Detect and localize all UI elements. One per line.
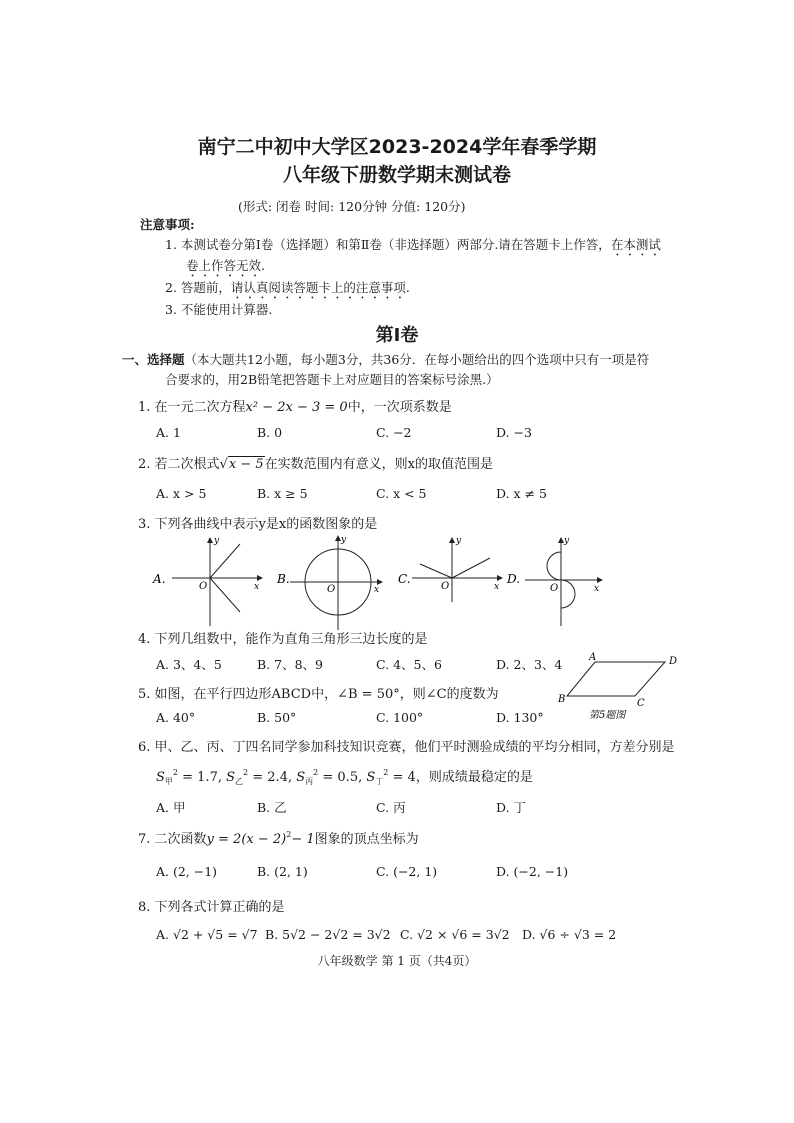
- q5-caption: 第5题图: [589, 710, 626, 721]
- q6-s1: 甲: [164, 777, 173, 786]
- question-2-stem: 2. 若二次根式√x − 5在实数范围内有意义，则x的取值范围是: [138, 457, 493, 472]
- section-desc-2: 合要求的，用2B铅笔把答题卡上对应题目的答案标号涂黑.）: [165, 372, 499, 387]
- q1-pre: 1. 在一元二次方程: [138, 400, 246, 415]
- question-3-stem: 3. 下列各曲线中表示y是x的函数图象的是: [138, 517, 378, 532]
- q6-v2: = 2.4,: [252, 770, 293, 785]
- q3-a-y: y: [214, 536, 220, 546]
- q6-tail: ，则成绩最稳定的是: [415, 770, 533, 785]
- q2-post: 在实数范围内有意义，则x的取值范围是: [264, 457, 493, 472]
- notes-item-2-a: 2. 答题前，: [165, 280, 231, 295]
- q5-option-a[interactable]: A. 40°: [156, 710, 196, 725]
- q3-d-x: x: [594, 584, 600, 594]
- q2-radicand: x − 5: [228, 457, 264, 472]
- q7-eq-b: − 1: [291, 832, 315, 847]
- q2-option-d[interactable]: D. x ≠ 5: [496, 486, 547, 501]
- q1-option-c[interactable]: C. −2: [376, 425, 412, 440]
- page-footer: 八年级数学 第 1 页（共4页）: [317, 954, 477, 968]
- question-6-stem: 6. 甲、乙、丙、丁四名同学参加科技知识竞赛，他们平时测验成绩的平均分相同，方差分别是: [138, 740, 675, 755]
- q6-option-b[interactable]: B. 乙: [257, 800, 287, 815]
- notes-item-1-b: 在本测试: [610, 237, 661, 252]
- q3-label-a: A.: [153, 572, 166, 586]
- q3-a-o: O: [199, 581, 208, 592]
- q5-option-b[interactable]: B. 50°: [257, 710, 297, 725]
- exam-title-line2: 八年级下册数学期末测试卷: [282, 164, 511, 186]
- q3-label-b: B.: [277, 572, 290, 586]
- section-desc-line1: [122, 350, 649, 368]
- q6-s2: 乙: [235, 777, 244, 786]
- question-5-stem: 5. 如图，在平行四边形ABCD中，∠B = 50°，则∠C的度数为: [138, 687, 499, 702]
- question-7-stem: 7. 二次函数$y = 2(x - 2)^2- 1$图象的顶点坐标为: [138, 830, 419, 847]
- q4-option-b[interactable]: B. 7、8、9: [257, 657, 323, 672]
- q5-option-d[interactable]: D. 130°: [496, 710, 544, 725]
- notes-item-2-c: .: [405, 280, 410, 295]
- q8-option-a[interactable]: A. √2 + √5 = √7: [156, 927, 258, 942]
- notes-heading: 注意事项:: [140, 217, 195, 232]
- q3-label-d: D.: [507, 572, 521, 586]
- q6-option-c[interactable]: C. 丙: [376, 800, 406, 815]
- notes-item-1-cont: [186, 256, 265, 280]
- q7-option-d[interactable]: D. (−2, −1): [496, 864, 569, 879]
- section-heading: 一、选择题: [122, 352, 185, 367]
- notes-item-2-b: 请认真阅读答题卡上的注意事项: [230, 280, 406, 295]
- q7-option-c[interactable]: C. (−2, 1): [376, 864, 438, 879]
- q5-vertex-b: B: [558, 694, 566, 705]
- q1-equation: x² − 2x − 3 = 0: [245, 400, 348, 415]
- q6-variances: $S_甲^2 = 1.7$, $S_乙^2 = 2.4$, $S_丙^2 = 0.5$, $S_丁^2 = 4$，则成绩最稳定的是: [156, 768, 533, 786]
- q6-v1: = 1.7,: [182, 770, 222, 785]
- q3-d-y: y: [564, 536, 570, 546]
- q5-vertex-c: C: [637, 698, 645, 709]
- q3-b-x: x: [374, 585, 380, 595]
- q7-option-a[interactable]: A. (2, −1): [156, 864, 218, 879]
- q3-b-o: O: [327, 584, 336, 595]
- q5-parallelogram-figure: [555, 650, 685, 722]
- q3-graphs: [140, 530, 620, 630]
- q6-v3: = 0.5,: [322, 770, 363, 785]
- q6-s3: 丙: [305, 777, 314, 786]
- notes-item-1-d: .: [261, 258, 265, 273]
- q3-c-x: x: [494, 582, 500, 592]
- q6-option-d[interactable]: D. 丁: [496, 800, 527, 815]
- q2-option-b[interactable]: B. x ≥ 5: [257, 486, 308, 501]
- exam-title-line1: 南宁二中初中大学区2023-2024学年春季学期: [197, 136, 597, 158]
- q2-option-a[interactable]: A. x > 5: [156, 486, 207, 501]
- q6-v4: = 4: [392, 770, 416, 785]
- q4-option-c[interactable]: C. 4、5、6: [376, 657, 442, 672]
- q3-b-y: y: [341, 535, 347, 545]
- q4-option-d[interactable]: D. 2、3、4: [496, 657, 563, 672]
- q2-option-c[interactable]: C. x < 5: [376, 486, 427, 501]
- q8-option-d[interactable]: D. √6 ÷ √3 = 2: [522, 927, 617, 942]
- q3-graph-d[interactable]: [506, 536, 602, 626]
- notes-item-1-c: 卷上作答无效: [186, 258, 262, 273]
- q1-option-d[interactable]: D. −3: [496, 425, 532, 440]
- q7-option-b[interactable]: B. (2, 1): [257, 864, 308, 879]
- section-title: 第Ⅰ卷: [375, 325, 419, 346]
- q3-graph-b[interactable]: [276, 535, 382, 630]
- q8-option-b[interactable]: B. 5√2 − 2√2 = 3√2: [265, 927, 391, 942]
- q3-c-y: y: [456, 536, 462, 546]
- q3-a-x: x: [254, 582, 260, 592]
- q5-vertex-d: D: [669, 656, 678, 667]
- q5-vertex-a: A: [589, 652, 597, 663]
- q7-post: 图象的顶点坐标为: [314, 832, 419, 847]
- section-desc-1: （本大题共12小题，每小题3分，共36分．在每小题给出的四个选项中只有一项是符: [184, 352, 650, 367]
- q3-label-c: C.: [398, 572, 411, 586]
- q6-option-a[interactable]: A. 甲: [156, 800, 186, 815]
- q7-pre: 7. 二次函数: [138, 832, 207, 847]
- q3-d-o: O: [550, 583, 559, 594]
- question-1-stem: [138, 396, 452, 415]
- question-4-stem: 4. 下列几组数中，能作为直角三角形三边长度的是: [138, 632, 428, 647]
- question-8-stem: 8. 下列各式计算正确的是: [138, 900, 285, 915]
- q5-option-c[interactable]: C. 100°: [376, 710, 424, 725]
- q4-option-a[interactable]: A. 3、4、5: [156, 657, 222, 672]
- notes-item-2: [165, 278, 410, 302]
- q3-graph-c[interactable]: [398, 536, 502, 602]
- q1-option-b[interactable]: B. 0: [257, 425, 283, 440]
- q1-option-a[interactable]: A. 1: [156, 425, 181, 440]
- notes-item-1-a: 1. 本测试卷分第Ⅰ卷（选择题）和第Ⅱ卷（非选择题）两部分.请在答题卡上作答，: [165, 237, 611, 252]
- q2-pre: 2. 若二次根式: [138, 457, 220, 472]
- q3-c-o: O: [441, 581, 450, 592]
- q3-graph-a[interactable]: [152, 536, 262, 626]
- exam-info: (形式: 闭卷 时间: 120分钟 分值: 120分): [238, 199, 466, 214]
- q1-post: 中，一次项系数是: [347, 400, 452, 415]
- q7-eq-a: y = 2(x − 2): [206, 832, 287, 847]
- notes-item-3: 3. 不能使用计算器.: [165, 302, 273, 317]
- q8-option-c[interactable]: C. √2 × √6 = 3√2: [400, 927, 510, 942]
- q6-s4: 丁: [375, 777, 384, 786]
